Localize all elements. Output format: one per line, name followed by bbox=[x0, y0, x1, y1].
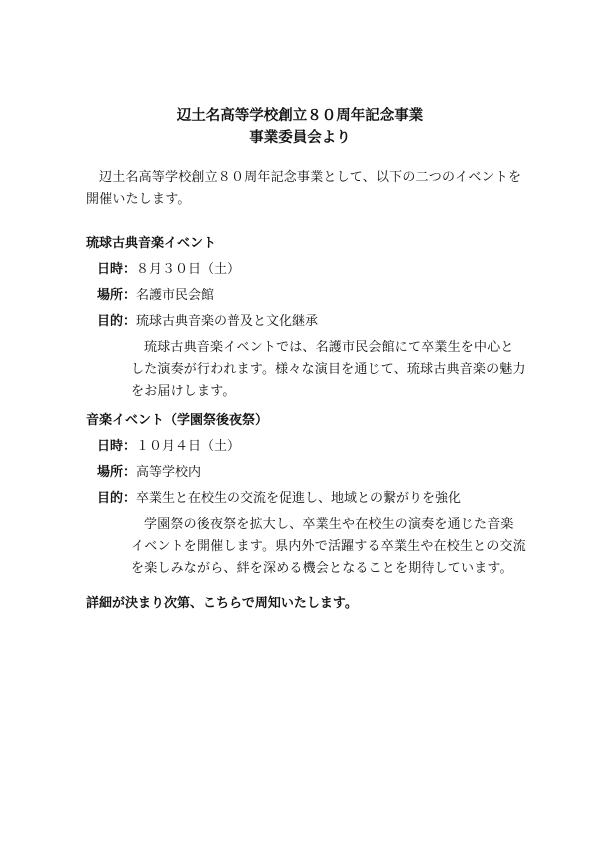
place-value: 名護市民会館 bbox=[136, 288, 215, 303]
event-purpose-row bbox=[86, 488, 526, 510]
document-subtitle: 事業委員会より bbox=[249, 130, 351, 146]
place-value: 高等学校内 bbox=[136, 465, 202, 480]
event-purpose-row bbox=[86, 311, 526, 333]
date-label: 日時： bbox=[97, 262, 137, 277]
event-section-school-festival bbox=[86, 410, 526, 580]
intro-paragraph: 辺土名高等学校創立８０周年記念事業として、以下の二つのイベントを開催いたします。 bbox=[86, 170, 522, 207]
event-place-row bbox=[86, 462, 526, 484]
document-title: 辺土名高等学校創立８０周年記念事業 bbox=[176, 108, 424, 124]
event-place-row bbox=[86, 285, 526, 307]
section-heading: 音楽イベント（学園祭後夜祭） bbox=[86, 413, 269, 428]
purpose-label: 目的： bbox=[97, 314, 137, 329]
purpose-value: 卒業生と在校生の交流を促進し、地域との繋がりを強化 bbox=[136, 491, 462, 506]
event-description: 学園祭の後夜祭を拡大し、卒業生や在校生の演奏を通じた音楽イベントを開催します。県内外で活躍する卒業生や在校生との交流を楽しみながら、絆を深める機会となることを期待しています。 bbox=[131, 517, 526, 576]
place-label: 場所： bbox=[97, 288, 137, 303]
section-heading: 琉球古典音楽イベント bbox=[86, 236, 217, 251]
date-value: １０月４日（土） bbox=[136, 439, 241, 454]
event-date-row bbox=[86, 436, 526, 458]
event-description: 琉球古典音楽イベントでは、名護市民会館にて卒業生を中心とした演奏が行われます。様々な演目を通じて、琉球古典音楽の魅力をお届けします。 bbox=[131, 340, 526, 399]
event-date-row bbox=[86, 259, 526, 281]
date-label: 日時： bbox=[97, 439, 137, 454]
closing-note: 詳細が決まり次第、こちらで周知いたします。 bbox=[86, 596, 358, 611]
event-section-ryukyu-classical bbox=[86, 233, 526, 403]
purpose-value: 琉球古典音楽の普及と文化継承 bbox=[136, 314, 319, 329]
purpose-label: 目的： bbox=[97, 491, 137, 506]
place-label: 場所： bbox=[97, 465, 137, 480]
date-value: ８月３０日（土） bbox=[136, 262, 241, 277]
